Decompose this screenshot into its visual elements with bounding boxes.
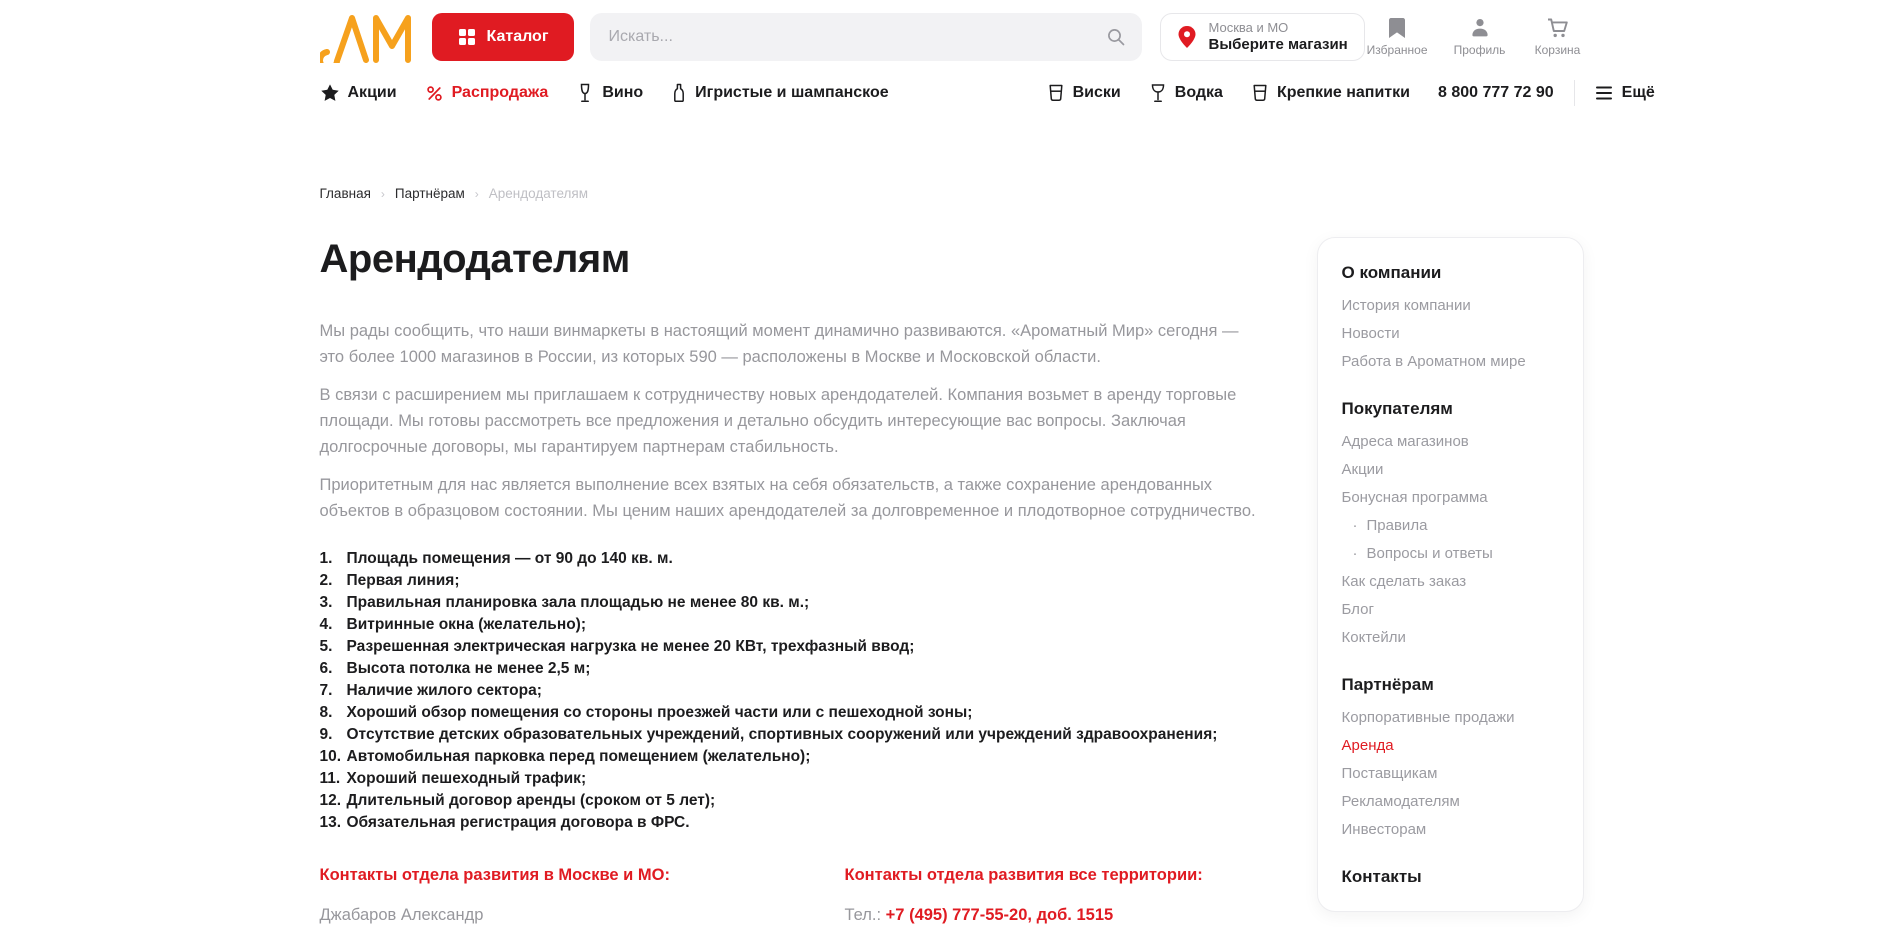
breadcrumb-home[interactable]: Главная — [319, 186, 371, 201]
sidebar-heading-about[interactable]: О компании — [1341, 263, 1442, 282]
requirement-item: Автомобильная парковка перед помещением (желательно); — [346, 748, 811, 765]
sidebar-heading-contacts[interactable]: Контакты — [1341, 867, 1422, 886]
intro-paragraph: Мы рады сообщить, что наши винмаркеты в настоящий момент динамично развиваются. «Ароматный Мир» сегодня — это более 1000 магазинов в России, из которых 590 — расположены в Москве и Московской области. — [319, 322, 1239, 366]
wine-glass-icon — [576, 83, 594, 103]
nav-divider — [1574, 80, 1575, 106]
search-box — [590, 13, 1142, 61]
contacts-moscow-heading: Контакты отдела развития в Москве и МО: — [319, 866, 670, 884]
sidebar-heading-customers[interactable]: Покупателям — [1341, 399, 1453, 418]
brand-logo[interactable] — [320, 11, 420, 63]
sidebar-link-how-to-order[interactable]: Как сделать заказ — [1341, 572, 1467, 590]
requirement-item: Высота потолка не менее 2,5 м; — [346, 660, 591, 677]
sidebar-link-suppliers[interactable]: Поставщикам — [1341, 764, 1438, 782]
section-sidebar — [1317, 237, 1584, 912]
store-selector[interactable] — [1160, 13, 1364, 61]
requirement-item: Правильная планировка зала площадью не менее 80 кв. м.; — [346, 594, 810, 611]
sidebar-link-rent-active[interactable]: Аренда — [1341, 736, 1394, 754]
breadcrumb-current: Арендодателям — [488, 186, 588, 201]
development-phone-link[interactable]: +7 (495) 777-55-20, доб. 1515 — [885, 906, 1114, 924]
rocks-glass-icon — [1047, 83, 1065, 103]
requirement-item: Витринные окна (желательно); — [346, 616, 586, 633]
am-logo-icon — [320, 11, 420, 63]
requirement-item: Длительный договор аренды (сроком от 5 лет); — [346, 792, 716, 809]
sidebar-link-investors[interactable]: Инвесторам — [1341, 820, 1427, 838]
chevron-right-icon: › — [474, 186, 479, 201]
sidebar-link-promotions[interactable]: Акции — [1341, 460, 1384, 478]
breadcrumb-partners[interactable]: Партнёрам — [394, 186, 465, 201]
chevron-right-icon: › — [380, 186, 385, 201]
sidebar-link-history[interactable]: История компании — [1341, 296, 1471, 314]
more-menu-button[interactable] — [1595, 84, 1655, 102]
bookmark-icon — [1387, 17, 1407, 39]
contacts-section — [320, 866, 1280, 925]
article — [320, 237, 1280, 925]
user-icon — [1469, 17, 1491, 39]
expansion-paragraph: В связи с расширением мы приглашаем к сотрудничеству новых арендодателей. Компания возьмет в аренду торговые площади. Мы готовы рассмотреть все предложения и детально обсудить интересующие вас вопросы. Заключая долгосрочные договоры, мы гарантируем партнерам стабильность. — [319, 386, 1237, 456]
requirement-item: Обязательная регистрация договора в ФРС. — [346, 814, 690, 831]
sidebar-link-rules[interactable]: · Правила — [1342, 511, 1559, 539]
contact-person-name: Джабаров Александр — [319, 906, 484, 924]
requirements-list — [320, 548, 1280, 834]
requirement-item: Площадь помещения — от 90 до 140 кв. м. — [346, 550, 673, 567]
main-nav — [320, 78, 1655, 108]
page-title: Арендодателям — [319, 237, 630, 281]
contacts-all-territories — [845, 866, 1203, 925]
catalog-button-label: Каталог — [486, 28, 549, 45]
nav-item-spirits[interactable]: Крепкие напитки — [1251, 83, 1410, 103]
location-action: Выберите магазин — [1208, 35, 1348, 53]
requirement-item: Разрешенная электрическая нагрузка не менее 20 КВт, трехфазный ввод; — [346, 638, 915, 655]
requirement-item: Наличие жилого сектора; — [346, 682, 542, 699]
nav-item-whisky[interactable]: Виски — [1047, 83, 1121, 103]
favorites-button[interactable] — [1367, 17, 1428, 57]
catalog-button[interactable] — [432, 13, 575, 61]
header-phone-link[interactable]: 8 800 777 72 90 — [1437, 84, 1554, 101]
sidebar-link-news[interactable]: Новости — [1341, 324, 1400, 342]
sidebar-link-faq[interactable]: · Вопросы и ответы — [1342, 539, 1559, 567]
profile-button[interactable] — [1454, 17, 1506, 57]
priority-paragraph: Приоритетным для нас является выполнение всех взятых на себя обязательств, а также сохранение арендованных объектов в образцовом состоянии. Мы ценим наших арендодателей за долговременное и плодотворное сотрудничество. — [319, 476, 1256, 520]
percent-icon — [425, 84, 444, 103]
bottle-icon — [671, 83, 687, 103]
nav-item-promotions[interactable]: Акции — [320, 83, 397, 103]
requirement-item: Отсутствие детских образовательных учреждений, спортивных сооружений или учреждений здравоохранения; — [346, 726, 1218, 743]
requirement-item: Хороший обзор помещения со стороны проезжей части или с пешеходной зоны; — [346, 704, 973, 721]
sidebar-link-store-addresses[interactable]: Адреса магазинов — [1341, 432, 1469, 450]
sidebar-link-advertisers[interactable]: Рекламодателям — [1341, 792, 1460, 810]
sidebar-link-corporate-sales[interactable]: Корпоративные продажи — [1341, 708, 1515, 726]
coupe-glass-icon — [1149, 83, 1167, 103]
map-pin-icon — [1177, 25, 1197, 49]
breadcrumb — [320, 186, 1584, 201]
requirement-item: Первая линия; — [346, 572, 460, 589]
phone-label: Тел.: — [844, 906, 882, 924]
sidebar-link-cocktails[interactable]: Коктейли — [1341, 628, 1406, 646]
contacts-all-heading: Контакты отдела развития все территории: — [844, 866, 1203, 884]
cart-button[interactable] — [1532, 17, 1584, 57]
sidebar-link-jobs[interactable]: Работа в Ароматном мире — [1341, 352, 1526, 370]
star-icon — [320, 83, 340, 103]
profile-label: Профиль — [1453, 43, 1506, 57]
requirement-item: Хороший пешеходный трафик; — [346, 770, 587, 787]
search-input[interactable] — [606, 27, 1106, 47]
sidebar-link-blog[interactable]: Блог — [1341, 600, 1374, 618]
more-label: Ещё — [1621, 84, 1655, 101]
cart-icon — [1546, 17, 1570, 39]
nav-item-wine[interactable]: Вино — [576, 83, 643, 103]
location-region: Москва и МО — [1208, 19, 1289, 35]
site-header — [320, 0, 1655, 108]
cart-label: Корзина — [1534, 43, 1581, 57]
header-quick-links — [1367, 17, 1584, 57]
rocks-glass-icon — [1251, 83, 1269, 103]
sidebar-link-bonus-program[interactable]: Бонусная программа — [1341, 488, 1488, 506]
sidebar-heading-partners[interactable]: Партнёрам — [1341, 675, 1434, 694]
search-icon[interactable] — [1106, 27, 1126, 47]
grid-icon — [458, 28, 476, 46]
nav-item-sparkling[interactable]: Игристые и шампанское — [671, 83, 888, 103]
hamburger-icon — [1595, 85, 1613, 101]
nav-item-sale[interactable]: Распродажа — [425, 84, 549, 103]
favorites-label: Избранное — [1366, 43, 1428, 57]
contacts-moscow — [320, 866, 845, 925]
nav-item-vodka[interactable]: Водка — [1149, 83, 1223, 103]
